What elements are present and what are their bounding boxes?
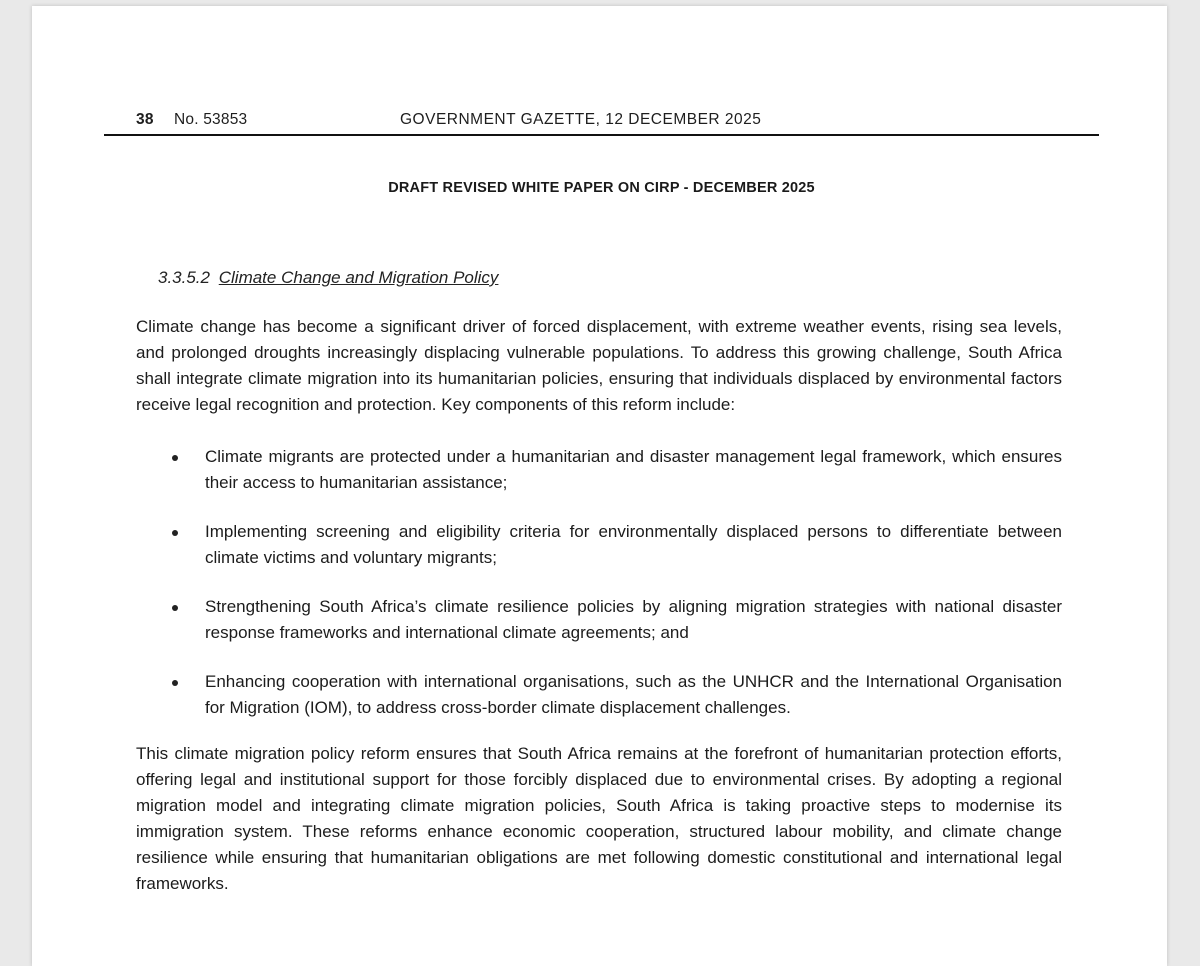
- list-item: [136, 444, 1062, 496]
- gazette-title: GOVERNMENT GAZETTE, 12 DECEMBER 2025: [400, 111, 762, 128]
- list-item: [136, 594, 1062, 646]
- bullet-icon: [172, 605, 178, 611]
- header-divider: [104, 134, 1099, 136]
- list-item: [136, 669, 1062, 721]
- intro-paragraph: Climate change has become a significant driver of forced displacement, with extreme weather events, rising sea levels, and prolonged droughts increasingly displacing vulnerable populations. To address this growing challenge, South Africa shall integrate climate migration into its humanitarian policies, ensuring that individuals displaced by environmental factors receive legal recognition and protection. Key components of this reform include:: [136, 317, 1062, 414]
- list-item-text: Implementing screening and eligibility criteria for environmentally displaced persons to differentiate between climate victims and voluntary migrants;: [205, 522, 1062, 567]
- section-title: Climate Change and Migration Policy: [218, 268, 499, 287]
- list-item-text: Strengthening South Africa’s climate resilience policies by aligning migration strategies with national disaster response frameworks and international climate agreements; and: [205, 597, 1062, 642]
- issue-number: No. 53853: [174, 111, 248, 128]
- list-item-text: Climate migrants are protected under a humanitarian and disaster management legal framework, which ensures their access to humanitarian assistance;: [205, 447, 1062, 492]
- reform-components-list: [136, 444, 1062, 744]
- section-number: 3.3.5.2: [158, 268, 210, 287]
- section-heading: [158, 268, 498, 288]
- bullet-icon: [172, 530, 178, 536]
- bullet-icon: [172, 680, 178, 686]
- gazette-header: [104, 108, 1098, 132]
- page-number: 38: [136, 111, 154, 128]
- closing-paragraph: This climate migration policy reform ensures that South Africa remains at the forefront of humanitarian protection efforts, offering legal and institutional support for those forcibly displaced due to environmental crises. By adopting a regional migration model and integrating climate migration policies, South Africa is taking proactive steps to modernise its immigration system. These reforms enhance economic cooperation, structured labour mobility, and climate change resilience while ensuring that humanitarian obligations are met following domestic constitutional and international legal frameworks.: [136, 744, 1062, 893]
- list-item: [136, 519, 1062, 571]
- list-item-text: Enhancing cooperation with international organisations, such as the UNHCR and the International Organisation for Migration (IOM), to address cross-border climate displacement challenges.: [205, 672, 1062, 717]
- document-title: DRAFT REVISED WHITE PAPER ON CIRP - DECEMBER 2025: [388, 180, 815, 196]
- bullet-icon: [172, 455, 178, 461]
